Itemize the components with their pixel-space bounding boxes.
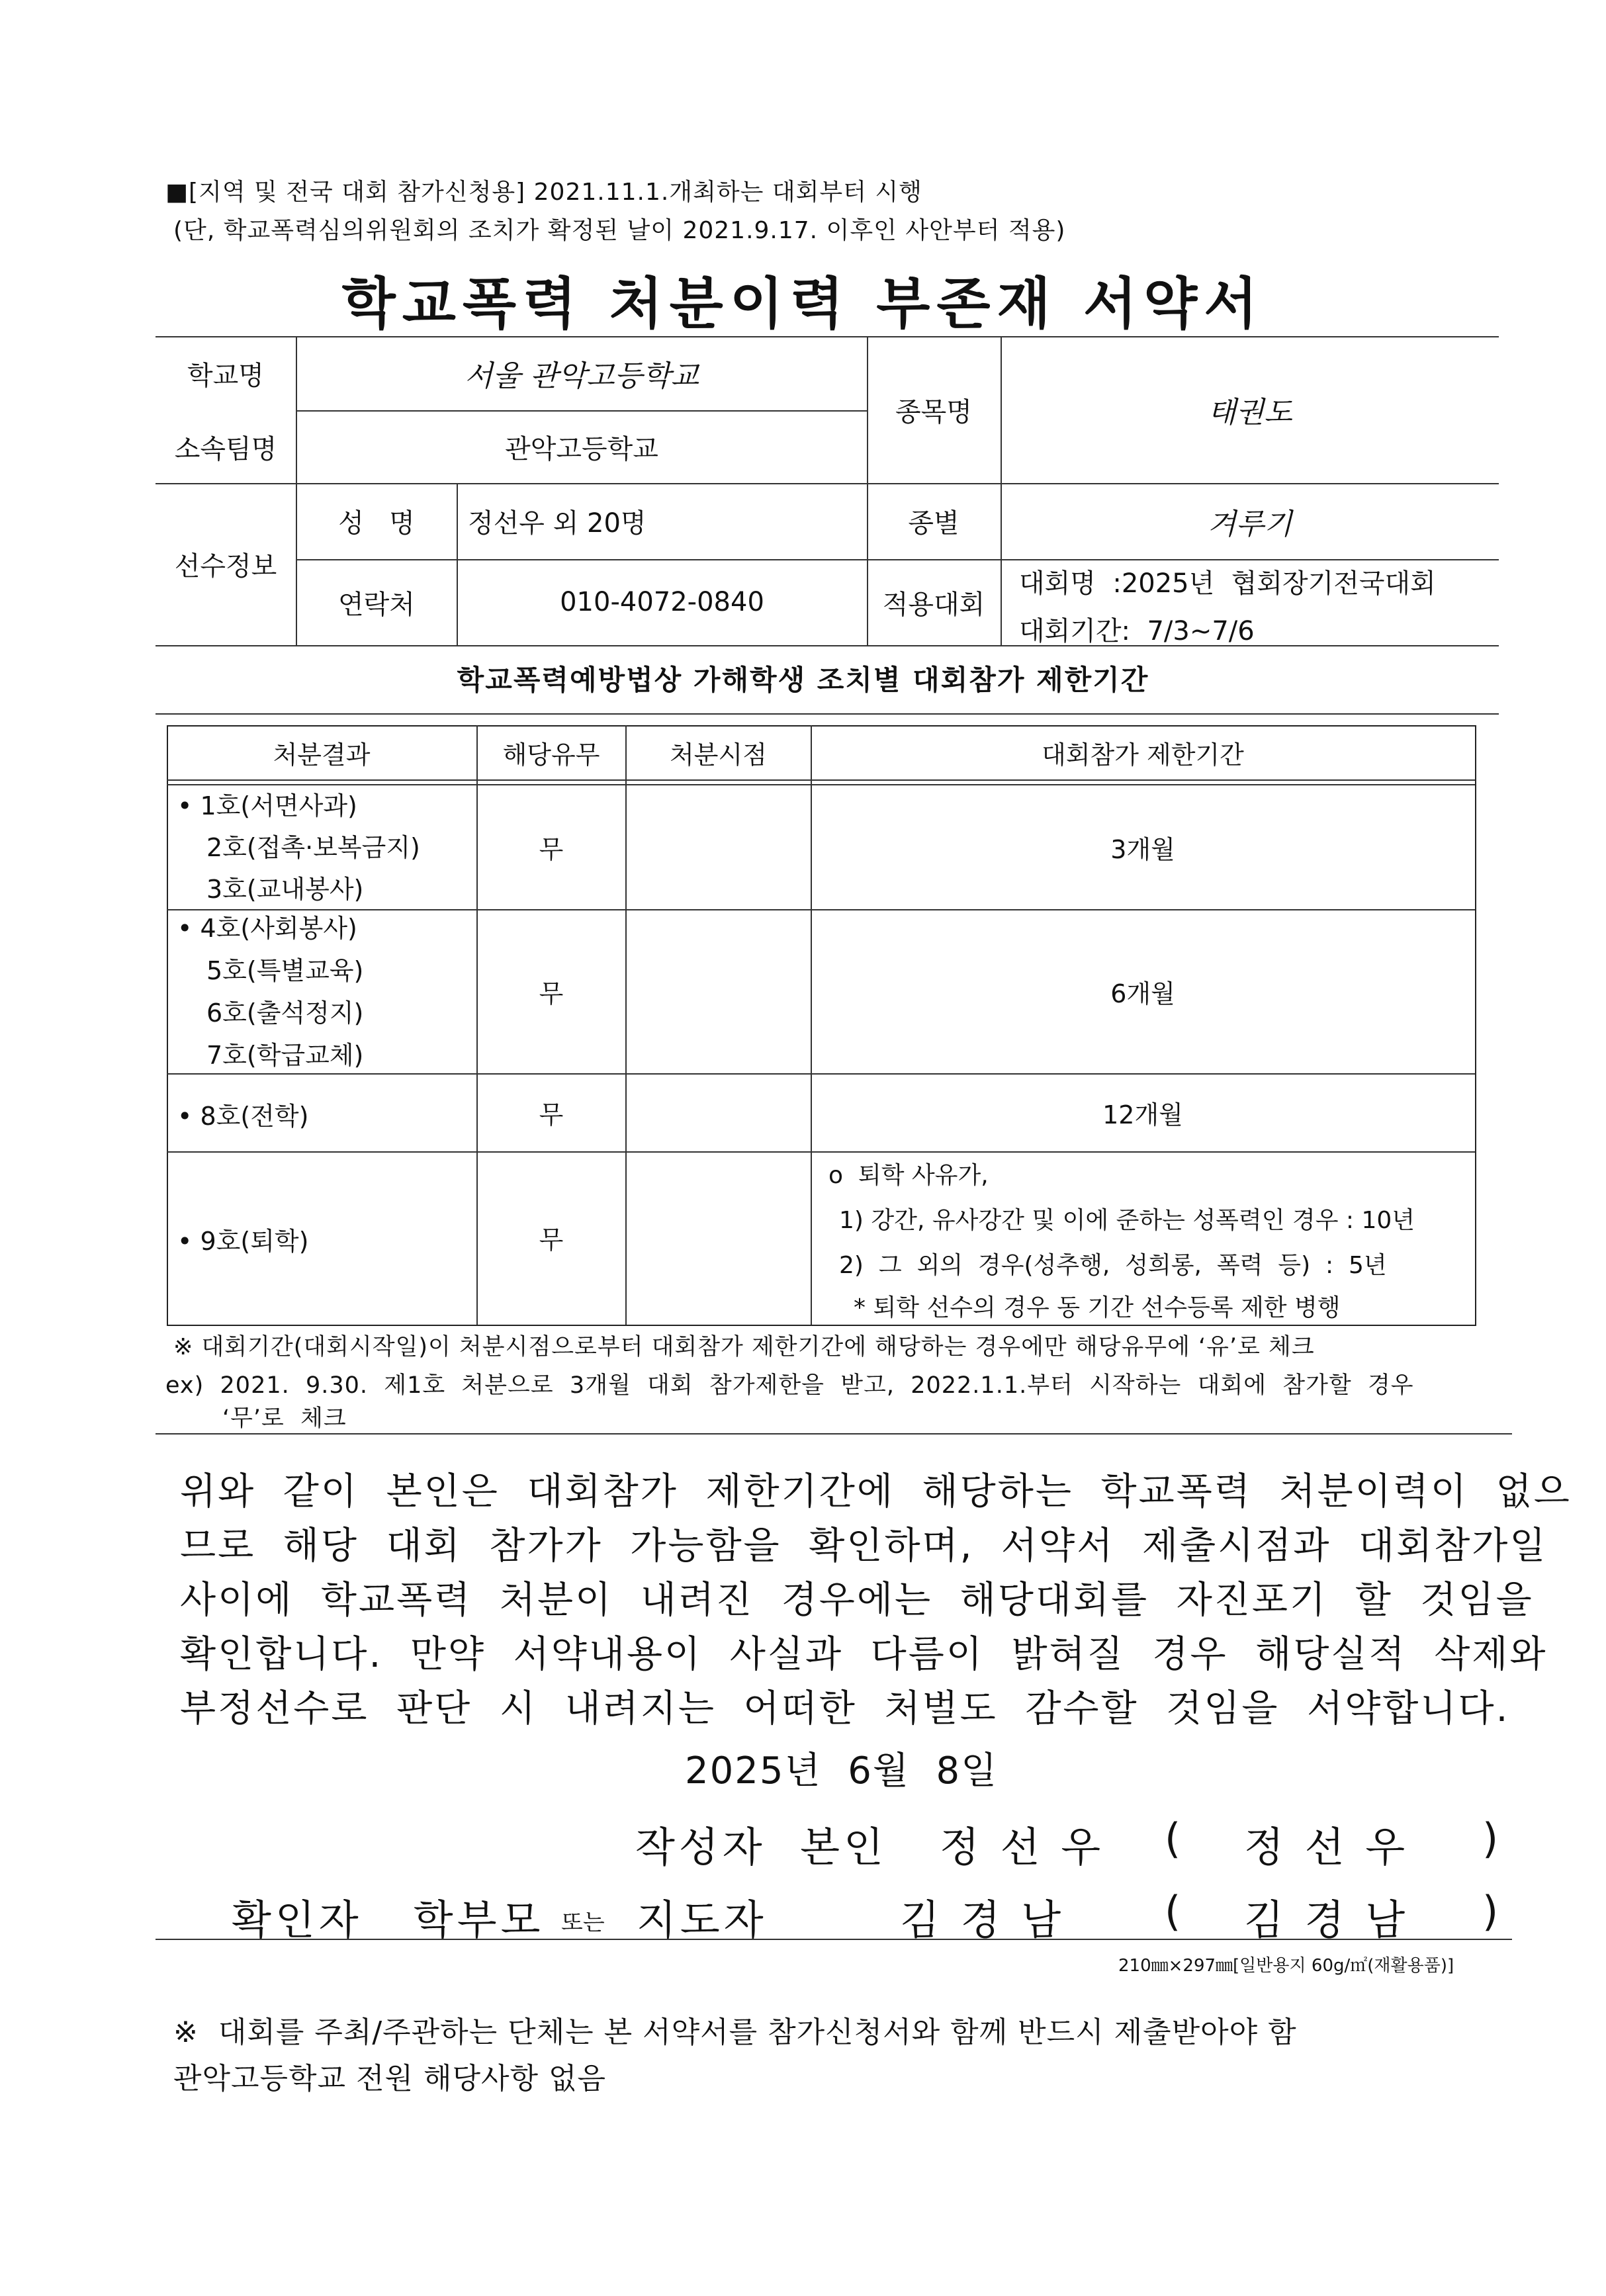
name-value: 정선우 외 20명	[468, 508, 647, 539]
pledge-line: 위와 같이 본인은 대회참가 제한기간에 해당하는 학교폭력 처분이력이 없으	[180, 1470, 1572, 1513]
confirmer-signature: 김 경 남	[1244, 1896, 1409, 1944]
contact-value: 010-4072-0840	[560, 587, 764, 617]
competition-period: 대회기간: 7/3~7/6	[1019, 616, 1255, 646]
expulsion-note: 2) 그 외의 경우(성추행, 성희롱, 폭력 등) : 5년	[839, 1252, 1387, 1279]
open-paren: (	[1165, 1814, 1185, 1863]
disposition-date	[626, 1152, 811, 1323]
confirmer-name: 김 경 남	[900, 1896, 1065, 1944]
divider	[167, 779, 1475, 781]
applicable-value: 무	[539, 834, 564, 864]
disposition-item: 3호(교내봉사)	[206, 875, 364, 904]
category-label: 종별	[908, 508, 959, 539]
disposition-item: • 1호(서면사과)	[177, 791, 357, 820]
writer-signature: 정 선 우	[1244, 1823, 1409, 1871]
open-paren: (	[1165, 1887, 1185, 1935]
disposition-date	[626, 785, 811, 909]
pledge-date: 2025년 6월 8일	[685, 1749, 999, 1792]
divider	[156, 645, 1499, 646]
table-header: 처분시점	[670, 740, 767, 770]
confirmer-label: 확인자 학부모	[232, 1896, 545, 1944]
school-label: 학교명	[187, 360, 264, 391]
contact-label: 연락처	[338, 589, 415, 620]
divider	[156, 1939, 1512, 1940]
athlete-info-label: 선수정보	[174, 551, 277, 582]
close-paren: )	[1482, 1814, 1503, 1863]
restriction-title: 학교폭력예방법상 가해학생 조치별 대회참가 제한기간	[457, 664, 1149, 696]
close-paren: )	[1482, 1887, 1503, 1935]
sport-value: 태권도	[1208, 396, 1292, 429]
team-value: 관악고등학교	[505, 433, 658, 464]
applicable-value: 무	[539, 1225, 564, 1255]
competition-label: 적용대회	[882, 589, 985, 620]
note-line: ex) 2021. 9.30. 제1호 처분으로 3개월 대회 참가제한을 받고, 2022.1.1.부터 시작하는 대회에 참가할 경우	[165, 1372, 1414, 1399]
table-header: 처분결과	[273, 740, 371, 770]
pledge-line: 므로 해당 대회 참가가 가능함을 확인하며, 서약서 제출시점과 대회참가일	[180, 1524, 1548, 1567]
header-line-2: (단, 학교폭력심의위원회의 조치가 확정된 날이 2021.9.17. 이후인 사안부터 적용)	[173, 217, 1066, 244]
paper-spec: 210㎜×297㎜[일반용지 60g/㎡(재활용품)]	[1118, 1956, 1454, 1976]
confirmer-or: 또는	[561, 1910, 605, 1936]
disposition-date	[626, 1074, 811, 1151]
confirmer-label-b: 지도자	[637, 1896, 768, 1944]
note-line: ※ 대회기간(대회시작일)이 처분시점으로부터 대회참가 제한기간에 해당하는 경우에만 해당유무에 ‘유’로 체크	[173, 1334, 1315, 1360]
footer-note-2: 관악고등학교 전원 해당사항 없음	[173, 2062, 607, 2096]
disposition-item: 2호(접촉·보복금지)	[206, 833, 420, 862]
divider	[156, 1433, 1512, 1435]
note-line: ‘무’로 체크	[222, 1405, 347, 1432]
writer-name: 정 선 우	[940, 1823, 1105, 1871]
competition-name: 대회명 :2025년 협회장기전국대회	[1019, 568, 1436, 599]
pledge-line: 부정선수로 판단 시 내려지는 어떠한 처벌도 감수할 것임을 서약합니다.	[180, 1687, 1510, 1730]
disposition-item: • 9호(퇴학)	[177, 1227, 309, 1256]
name-label: 성 명	[338, 508, 415, 539]
school-value: 서울 관악고등학교	[464, 359, 699, 393]
table-header: 대회참가 제한기간	[1042, 740, 1244, 770]
disposition-date	[626, 910, 811, 1073]
pledge-line: 사이에 학교폭력 처분이 내려진 경우에는 해당대회를 자진포기 할 것임을	[180, 1579, 1534, 1622]
disposition-item: • 8호(전학)	[177, 1102, 309, 1131]
team-label: 소속팀명	[174, 433, 277, 464]
expulsion-note: o 퇴학 사유가,	[828, 1162, 989, 1189]
disposition-item: 6호(출석정지)	[206, 998, 364, 1028]
disposition-item: • 4호(사회봉사)	[177, 914, 357, 943]
sport-label: 종목명	[895, 396, 972, 427]
restriction-period: 6개월	[1110, 979, 1175, 1008]
disposition-item: 7호(학급교체)	[206, 1041, 364, 1070]
writer-label: 작성자 본인	[635, 1823, 887, 1871]
divider	[156, 713, 1499, 715]
applicable-value: 무	[539, 1100, 564, 1129]
header-line-1: ■[지역 및 전국 대회 참가신청용] 2021.11.1.개최하는 대회부터 시행	[165, 179, 922, 206]
restriction-period: 3개월	[1110, 834, 1175, 864]
pledge-line: 확인합니다. 만약 서약내용이 사실과 다름이 밝혀질 경우 해당실적 삭제와	[180, 1633, 1548, 1676]
divider	[167, 1151, 1475, 1153]
footer-note: ※ 대회를 주최/주관하는 단체는 본 서약서를 참가신청서와 함께 반드시 제출받아야 함	[173, 2015, 1297, 2049]
expulsion-note: 1) 강간, 유사강간 및 이에 준하는 성폭력인 경우 : 10년	[839, 1207, 1415, 1234]
applicable-value: 무	[539, 979, 564, 1008]
disposition-item: 5호(특별교육)	[206, 956, 364, 985]
table-header: 해당유무	[502, 740, 600, 770]
category-value: 겨루기	[1208, 507, 1292, 541]
document-title: 학교폭력 처분이력 부존재 서약서	[341, 271, 1265, 336]
expulsion-note: * 퇴학 선수의 경우 동 기간 선수등록 제한 병행	[854, 1294, 1341, 1321]
restriction-period: 12개월	[1102, 1100, 1183, 1129]
